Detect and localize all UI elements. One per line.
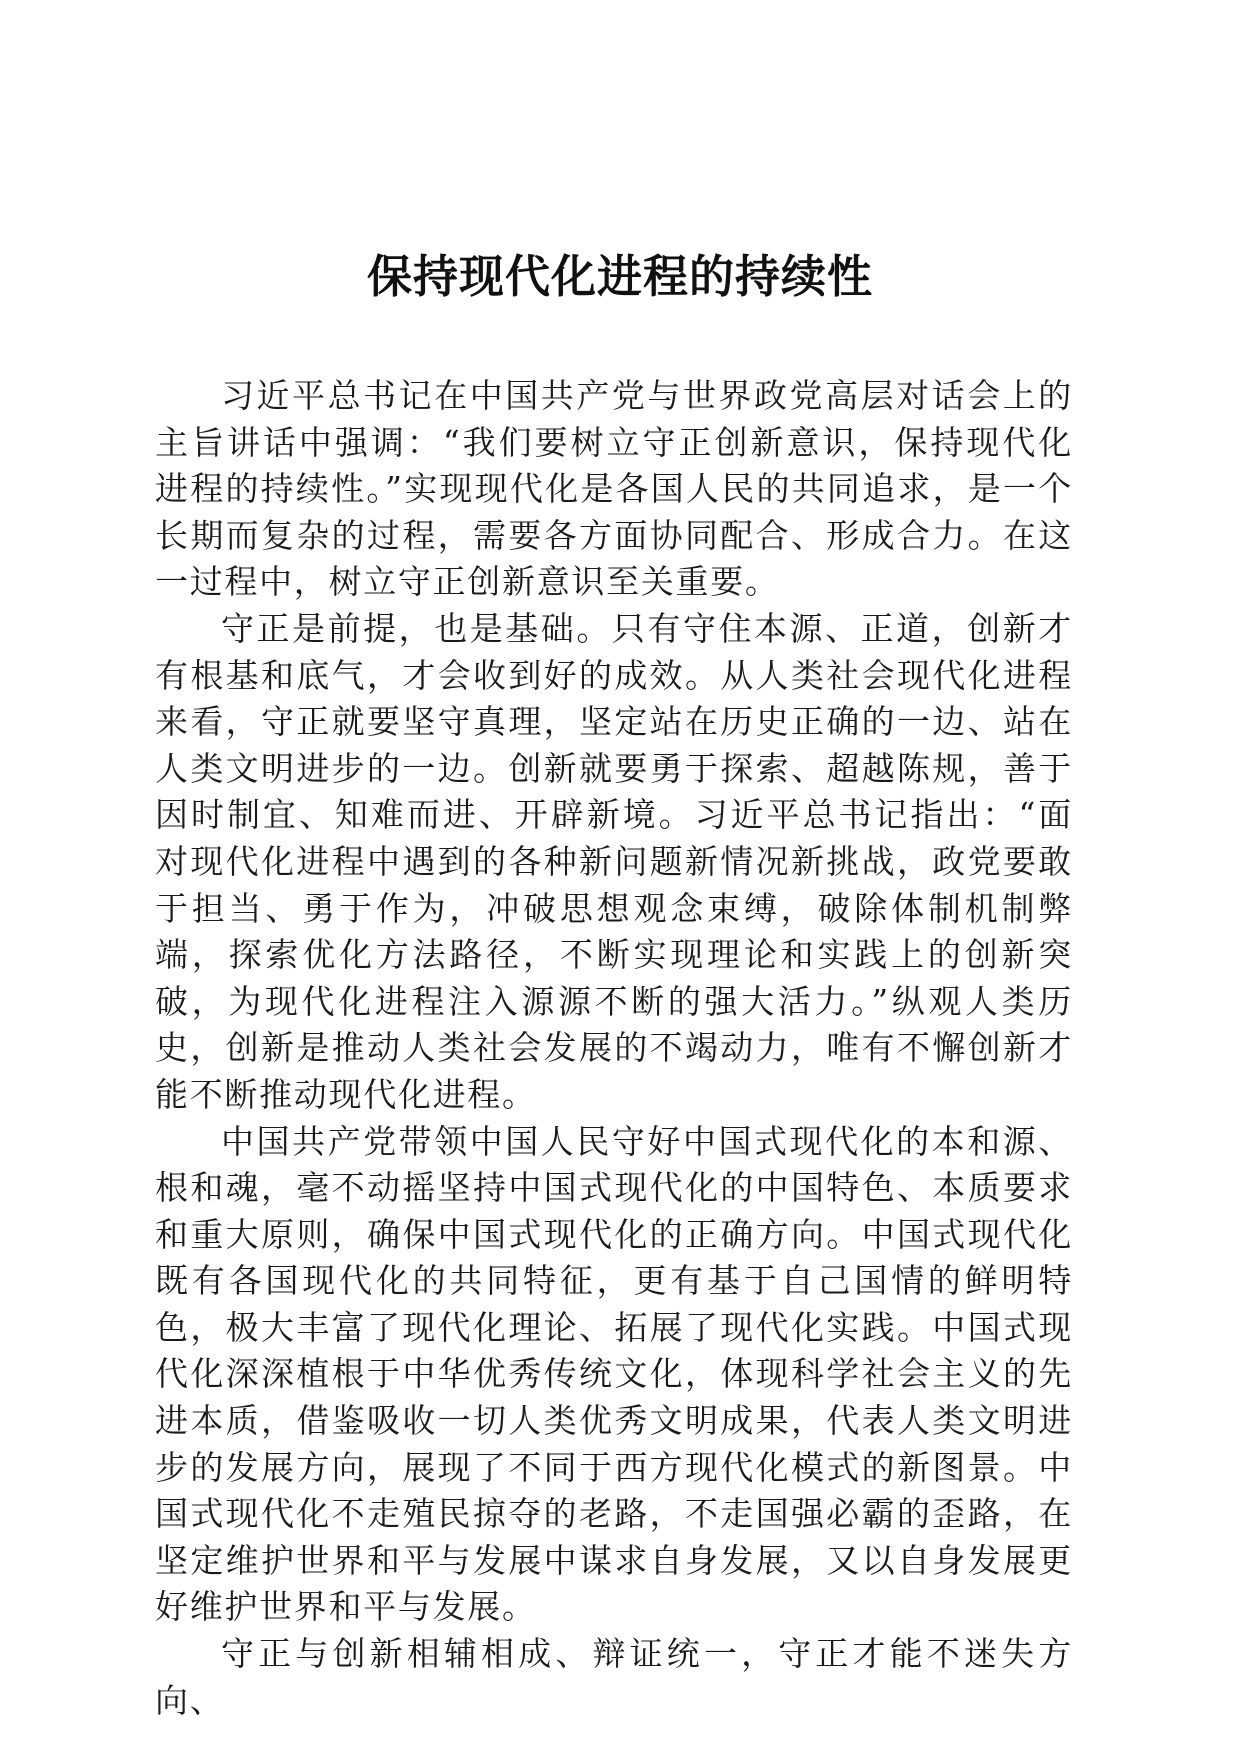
paragraph-4: 守正与创新相辅相成、辩证统一，守正才能不迷失方向、 [155,1634,1073,1720]
document-title: 保持现代化进程的持续性 [366,250,873,303]
document-body [155,373,1073,1724]
paragraph-2: 守正是前提，也是基础。只有守住本源、正道，创新才有根基和底气，才会收到好的成效。从人类社会现代化进程来看，守正就要坚守真理，坚定站在历史正确的一边、站在人类文明进步的一边。创新就要勇于探索、超越陈规，善于因时制宜、知难而进、开辟新境。习近平总书记指出：“面对现代化进程中遇到的各种新问题新情况新挑战，政党要敢于担当、勇于作为，冲破思想观念束缚，破除体制机制弊端，探索优化方法路径，不断实现理论和实践上的创新突破，为现代化进程注入源源不断的强大活力。”纵观人类历史，创新是推动人类社会发展的不竭动力，唯有不懈创新才能不断推动现代化进程。 [155,608,1073,1114]
paragraph-1: 习近平总书记在中国共产党与世界政党高层对话会上的主旨讲话中强调：“我们要树立守正创新意识，保持现代化进程的持续性。”实现现代化是各国人民的共同追求，是一个长期而复杂的过程，需要各方面协同配合、形成合力。在这一过程中，树立守正创新意识至关重要。 [155,376,1073,602]
paragraph-3: 中国共产党带领中国人民守好中国式现代化的本和源、根和魂，毫不动摇坚持中国式现代化的中国特色、本质要求和重大原则，确保中国式现代化的正确方向。中国式现代化既有各国现代化的共同特征，更有基于自己国情的鲜明特色，极大丰富了现代化理论、拓展了现代化实践。中国式现代化深深植根于中华优秀传统文化，体现科学社会主义的先进本质，借鉴吸收一切人类优秀文明成果，代表人类文明进步的发展方向，展现了不同于西方现代化模式的新图景。中国式现代化不走殖民掠夺的老路，不走国强必霸的歪路，在坚定维护世界和平与发展中谋求自身发展，又以自身发展更好维护世界和平与发展。 [155,1121,1073,1627]
